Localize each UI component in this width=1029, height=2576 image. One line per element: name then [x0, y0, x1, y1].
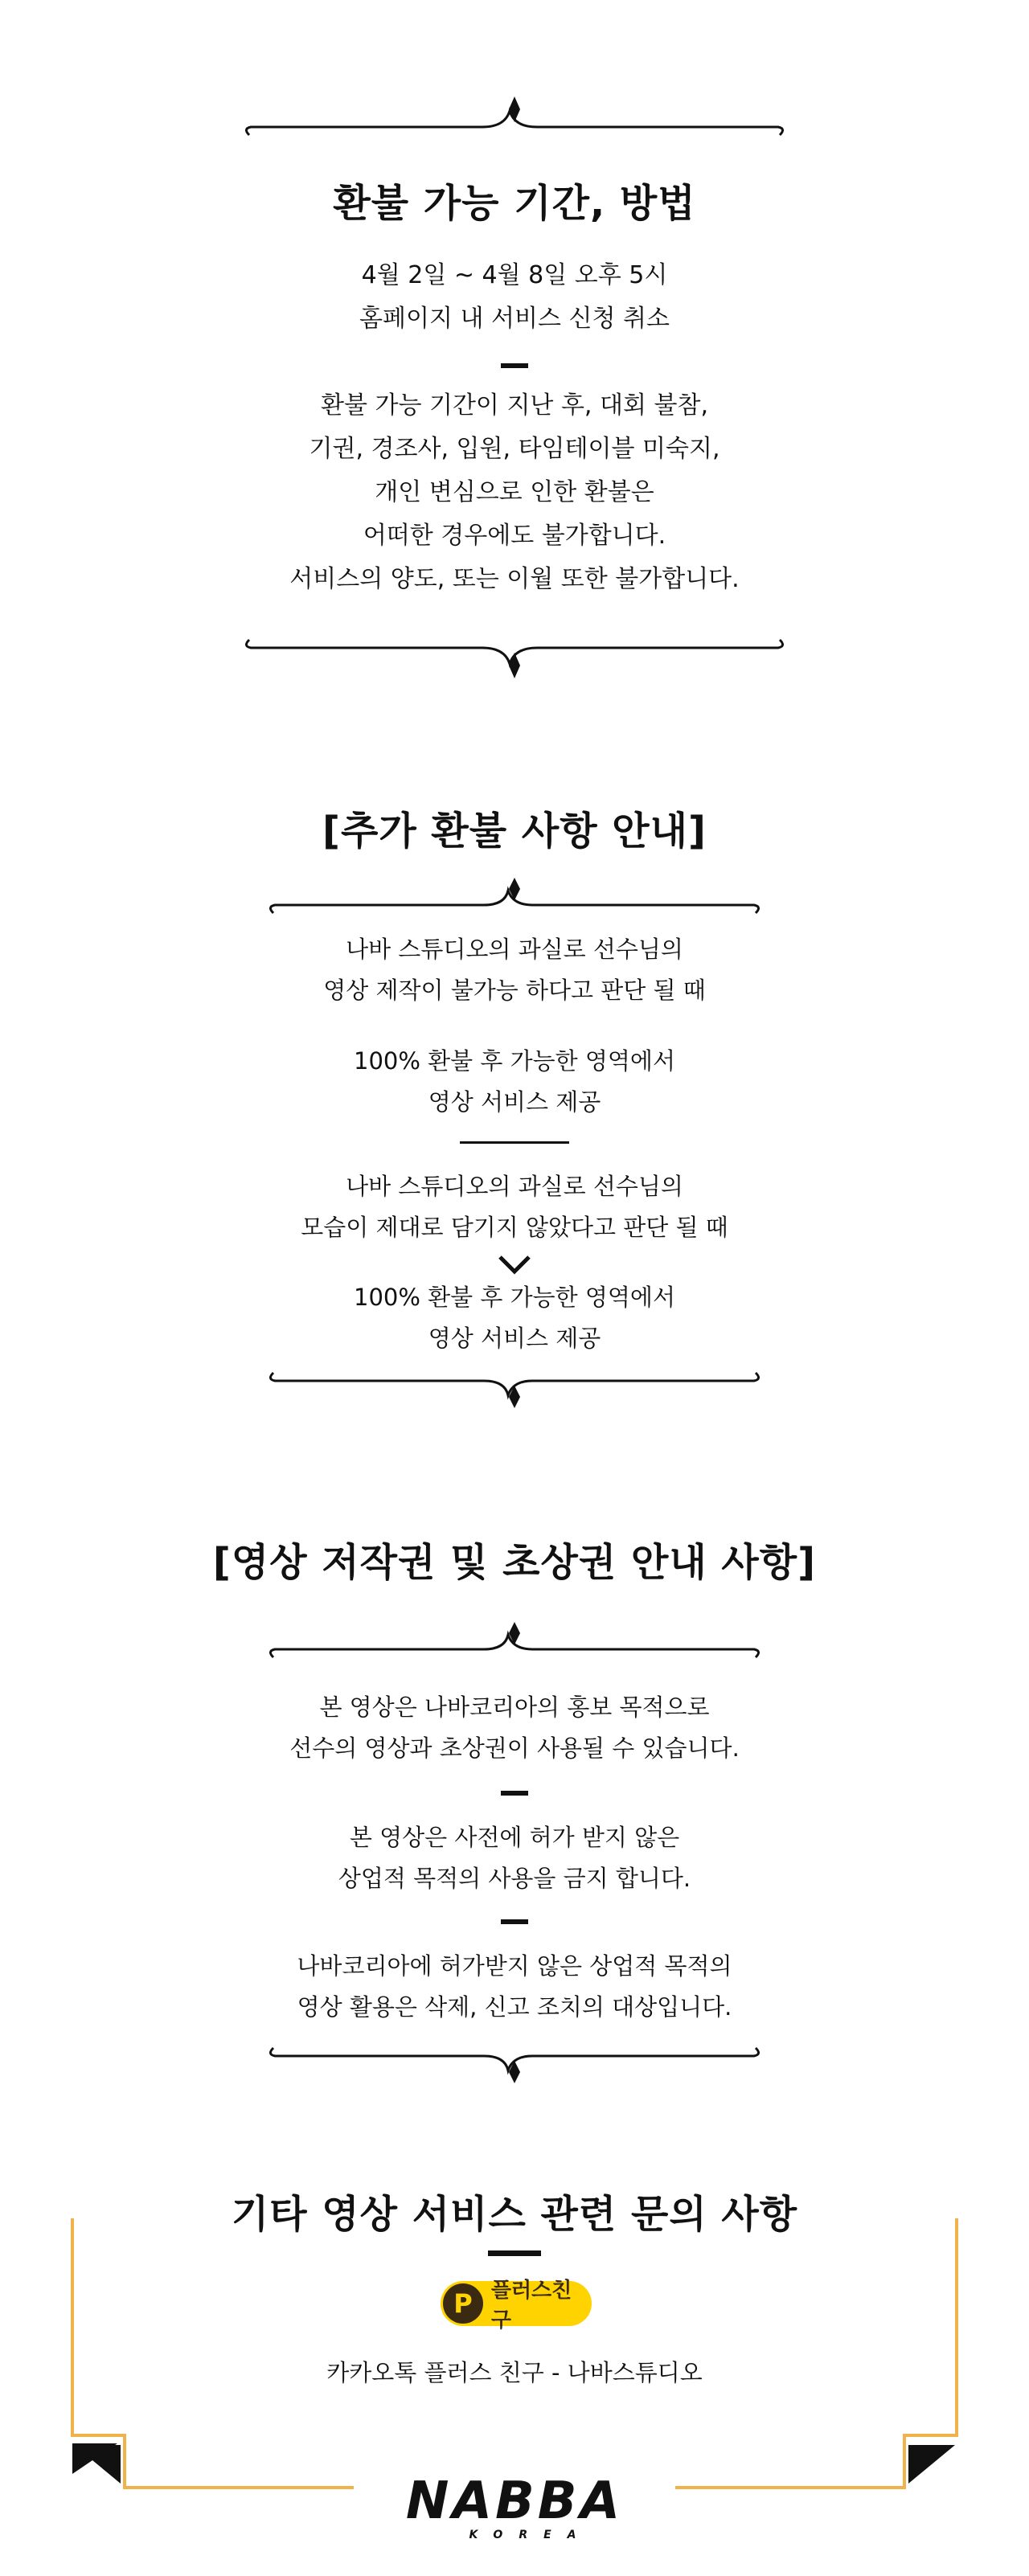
copyright-line-6: 영상 활용은 삭제, 신고 조치의 대상입니다. [297, 1993, 732, 2021]
copyright-line-2: 선수의 영상과 초상권이 사용될 수 있습니다. [289, 1734, 740, 1762]
refund-period-title: 환불 가능 기간, 방법 [333, 181, 696, 226]
case2-line-1: 나바 스튜디오의 과실로 선수님의 [346, 1173, 683, 1200]
result1-line-1: 100% 환불 후 가능한 영역에서 [354, 1047, 675, 1075]
ornament-top-3 [265, 1620, 764, 1664]
ornament-top-1 [241, 95, 788, 143]
ornament-top-2 [265, 876, 764, 919]
policy-line-3: 개인 변심으로 인한 환불은 [375, 478, 654, 506]
nabba-logo [0, 2472, 1029, 2541]
badge-label: 플러스친구 [490, 2279, 572, 2332]
refund-method-line: 홈페이지 내 서비스 신청 취소 [359, 305, 670, 333]
copyright-line-1: 본 영상은 나바코리아의 홍보 목적으로 [319, 1693, 710, 1721]
policy-line-4: 어떠한 경우에도 불가합니다. [363, 522, 666, 550]
policy-line-5: 서비스의 양도, 또는 이월 또한 불가합니다. [289, 565, 740, 593]
ornament-bottom-1 [241, 632, 788, 680]
result1-line-2: 영상 서비스 제공 [428, 1088, 601, 1116]
kakao-p-icon: P [443, 2283, 483, 2324]
case1-line-2: 영상 제작이 불가능 하다고 판단 될 때 [323, 977, 706, 1004]
divider-dash [501, 363, 528, 368]
chevron-down-icon [497, 1254, 532, 1275]
copyright-line-5: 나바코리아에 허가받지 않은 상업적 목적의 [297, 1952, 732, 1980]
result2-line-1: 100% 환불 후 가능한 영역에서 [354, 1284, 675, 1311]
divider-line [460, 1141, 569, 1144]
ornament-bottom-2 [265, 1366, 764, 1410]
contact-title: 기타 영상 서비스 관련 문의 사항 [231, 2192, 798, 2237]
divider-dash [488, 2250, 541, 2256]
copyright-title: [영상 저작권 및 초상권 안내 사항] [212, 1540, 817, 1585]
case1-line-1: 나바 스튜디오의 과실로 선수님의 [346, 936, 683, 963]
case2-line-2: 모습이 제대로 담기지 않았다고 판단 될 때 [301, 1214, 728, 1241]
copyright-line-3: 본 영상은 사전에 허가 받지 않은 [349, 1824, 680, 1851]
additional-refund-title: [추가 환불 사항 안내] [322, 809, 707, 854]
logo-main: NABBA [405, 2472, 624, 2531]
policy-line-2: 기권, 경조사, 입원, 타임테이블 미숙지, [309, 435, 720, 463]
copyright-line-4: 상업적 목적의 사용을 금지 합니다. [338, 1865, 691, 1892]
kakao-plusfriend-badge[interactable] [441, 2279, 592, 2332]
logo-sub: KOREA [469, 2529, 592, 2541]
ornament-bottom-3 [265, 2042, 764, 2085]
refund-date-line: 4월 2일 ~ 4월 8일 오후 5시 [361, 261, 668, 289]
divider-dash [501, 1791, 528, 1796]
contact-line: 카카오톡 플러스 친구 - 나바스튜디오 [326, 2359, 703, 2386]
result2-line-2: 영상 서비스 제공 [428, 1325, 601, 1352]
policy-line-1: 환불 가능 기간이 지난 후, 대회 불참, [320, 391, 708, 420]
divider-dash [501, 1919, 528, 1924]
